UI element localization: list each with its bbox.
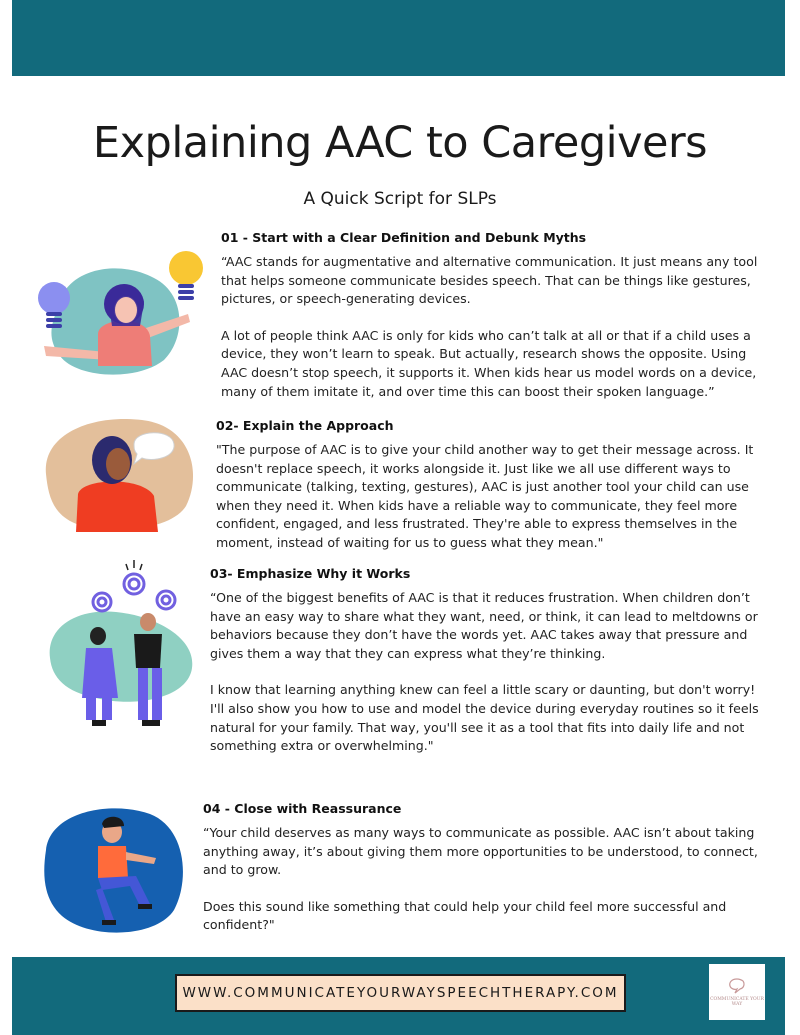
- header-band: [12, 0, 785, 76]
- lightbulb-person-illustration: [36, 248, 208, 382]
- logo-text: COMMUNICATE YOUR WAY: [710, 997, 764, 1007]
- section-2: [216, 418, 766, 553]
- section-4: [203, 801, 763, 935]
- section-4-heading: 04 - Close with Reassurance: [203, 801, 402, 816]
- website-url-link[interactable]: WWW.COMMUNICATEYOURWAYSPEECHTHERAPY.COM: [175, 974, 626, 1012]
- section-3: [210, 566, 760, 756]
- section-1: [221, 230, 761, 401]
- section-3-paragraph-2: I know that learning anything knew can feel a little scary or daunting, but don't worry! I'll also show you how to use and model the device during everyday routines so it feels natural for your family. That way, you'll see it as a tool that fits into daily life and not something extra or overwhelming.": [210, 682, 759, 754]
- section-3-heading: 03- Emphasize Why it Works: [210, 566, 411, 581]
- section-3-paragraph-1: “One of the biggest benefits of AAC is that it reduces frustration. When children don’t have an easy way to share what they want, need, or think, it can lead to meltdowns or behaviors because they don’t have the words yet. AAC takes away that pressure and gives them a way that they can express what they’re thinking.: [210, 590, 758, 661]
- section-1-heading: 01 - Start with a Clear Definition and Debunk Myths: [221, 230, 587, 245]
- section-1-paragraph-2: A lot of people think AAC is only for kids who can’t talk at all or that if a child uses a device, they won’t learn to speak. But actually, research shows the opposite. Using AAC doesn’t stop speech, it supports it. When kids hear us model words on a device, many of them imitate it, and over time this can boost their spoken language.”: [221, 327, 757, 399]
- page-subtitle: A Quick Script for SLPs: [303, 189, 497, 209]
- target-pair-illustration: [46, 558, 198, 730]
- speech-bubble-logo-icon: [727, 977, 747, 995]
- section-2-paragraph-1: "The purpose of AAC is to give your child another way to get their message across. It doesn't replace speech, it works alongside it. Just like we all use different ways to communicate (talking, texting, gestures), AAC is just another tool your child can use when they need it. When kids have a reliable way to communicate, they feel more confident, engaged, and less frustrated. They're able to express themselves in the moment, instead of waiting for us to guess what they mean.": [216, 442, 754, 550]
- brand-logo: [709, 964, 765, 1020]
- page-title: Explaining AAC to Caregivers: [92, 118, 708, 168]
- section-1-paragraph-1: “AAC stands for augmentative and alternative communication. It just means any tool that helps someone communicate besides speech. That can be things like gestures, pictures, or speech-generating devices.: [221, 254, 758, 307]
- section-4-paragraph-2: Does this sound like something that could help your child feel more successful and confident?": [203, 898, 727, 933]
- section-2-heading: 02- Explain the Approach: [216, 418, 394, 433]
- seated-man-illustration: [40, 800, 188, 936]
- speaking-woman-illustration: [42, 414, 200, 534]
- section-4-paragraph-1: “Your child deserves as many ways to communicate as possible. AAC isn’t about taking anything away, it’s about giving them more opportunities to be understood, to connect, and to grow.: [203, 825, 758, 878]
